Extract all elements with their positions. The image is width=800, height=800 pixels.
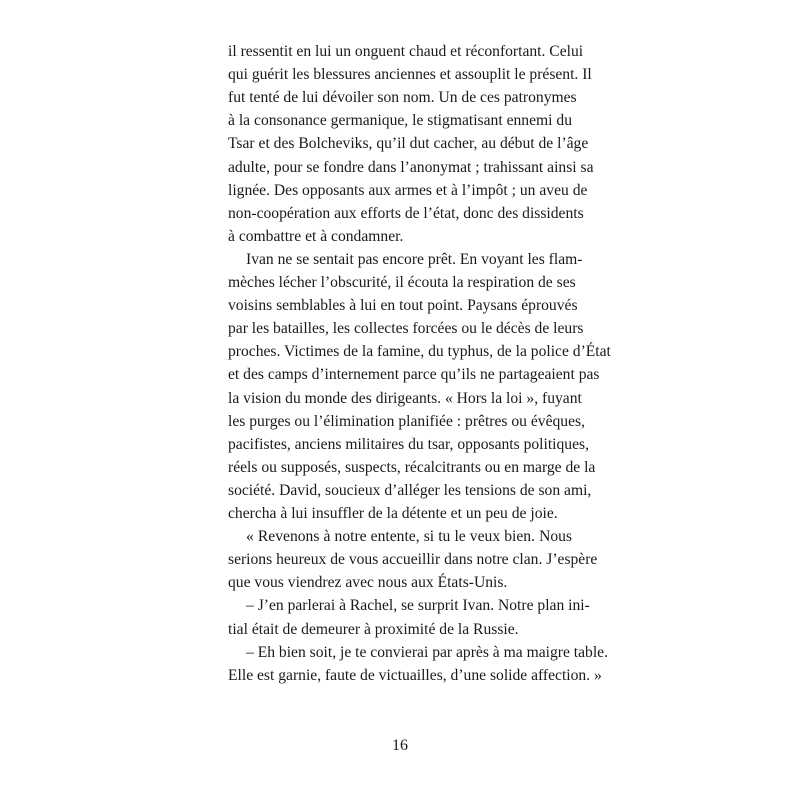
- text-line: et des camps d’internement parce qu’ils ne partageaient pas: [228, 366, 600, 384]
- book-page-text-block: [228, 40, 611, 760]
- text-line: mèches lécher l’obscurité, il écouta la respiration de ses: [228, 274, 576, 291]
- text-line: à combattre et à condamner.: [228, 227, 404, 245]
- text-line: – J’en parlerai à Rachel, se surprit Ivan. Notre plan ini-: [246, 597, 590, 615]
- page-number: 16: [392, 737, 408, 754]
- text-line: – Eh bien soit, je te convierai par après à ma maigre table.: [246, 643, 608, 661]
- text-line: voisins semblables à lui en tout point. Paysans éprouvés: [228, 297, 578, 315]
- text-line: les purges ou l’élimination planifiée : prêtres ou évêques,: [228, 412, 585, 430]
- text-line: serions heureux de vous accueillir dans notre clan. J’espère: [228, 551, 598, 569]
- text-line: Ivan ne se sentait pas encore prêt. En voyant les flam-: [246, 250, 583, 268]
- text-line: il ressentit en lui un onguent chaud et réconfortant. Celui: [228, 43, 584, 60]
- text-line: Elle est garnie, faute de victuailles, d’une solide affection. »: [228, 666, 602, 684]
- text-line: que vous viendrez avec nous aux États-Unis.: [228, 574, 508, 592]
- text-line: à la consonance germanique, le stigmatisant ennemi du: [228, 112, 572, 130]
- text-line: fut tenté de lui dévoiler son nom. Un de ces patronymes: [228, 89, 577, 107]
- text-line: la vision du monde des dirigeants. « Hors la loi », fuyant: [228, 389, 582, 407]
- text-line: par les batailles, les collectes forcées ou le décès de leurs: [228, 320, 584, 338]
- text-line: réels ou supposés, suspects, récalcitrants ou en marge de la: [228, 458, 596, 476]
- text-line: Tsar et des Bolcheviks, qu’il dut cacher, au début de l’âge: [228, 135, 589, 153]
- text-line: pacifistes, anciens militaires du tsar, opposants politiques,: [228, 435, 589, 453]
- text-line: non-coopération aux efforts de l’état, donc des dissidents: [228, 204, 584, 222]
- text-line: tial était de demeurer à proximité de la Russie.: [228, 620, 519, 638]
- text-line: proches. Victimes de la famine, du typhus, de la police d’État: [228, 343, 611, 361]
- text-line: qui guérit les blessures anciennes et assouplit le présent. Il: [228, 66, 592, 84]
- text-line: lignée. Des opposants aux armes et à l’impôt ; un aveu de: [228, 181, 588, 199]
- text-line: adulte, pour se fondre dans l’anonymat ; trahissant ainsi sa: [228, 158, 594, 176]
- text-line: société. David, soucieux d’alléger les tensions de son ami,: [228, 481, 592, 499]
- text-line: « Revenons à notre entente, si tu le veux bien. Nous: [246, 528, 572, 546]
- text-line: chercha à lui insuffler de la détente et un peu de joie.: [228, 505, 558, 522]
